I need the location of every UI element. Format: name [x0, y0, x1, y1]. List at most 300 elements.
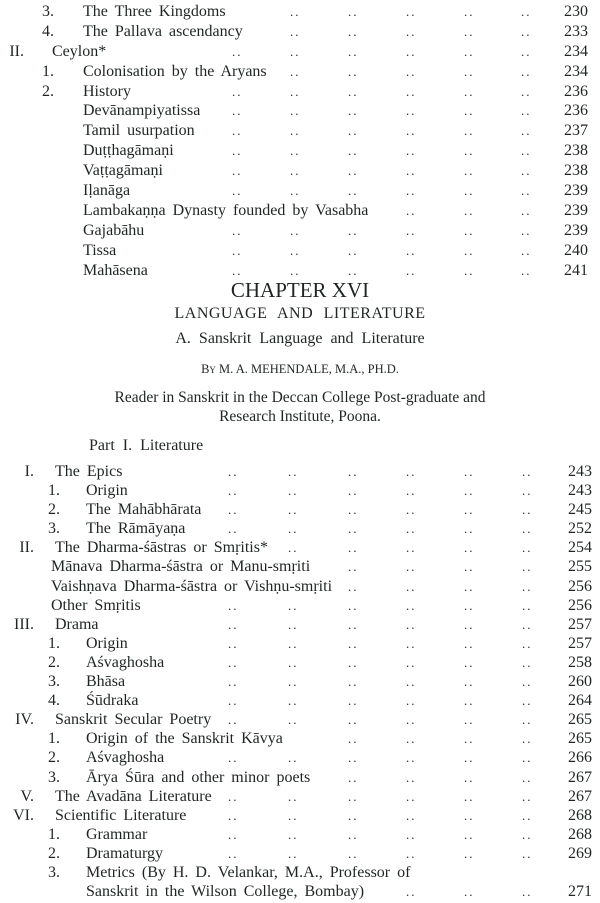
dot-leader: .. [288, 635, 299, 651]
dot-leader: .. [406, 578, 417, 594]
dot-leader: .. [464, 83, 475, 99]
entry-number: 1. [48, 482, 60, 500]
dot-leader: .. [348, 674, 359, 690]
toc-entry[interactable] [0, 729, 600, 748]
entry-title: Colonisation by the Aryans [83, 62, 267, 80]
page-number: 239 [564, 221, 588, 239]
toc-entry[interactable] [0, 121, 600, 141]
dot-leader: .. [348, 262, 359, 278]
chapter-title: CHAPTER XVI [230, 278, 370, 302]
toc-entry[interactable] [0, 462, 600, 481]
entry-title: Aśvaghosha [86, 749, 165, 767]
entry-number: 3. [48, 673, 60, 691]
dot-leader: .. [348, 242, 359, 258]
page-number: 233 [564, 22, 588, 40]
dot-leader: .. [522, 807, 533, 823]
toc-entry[interactable] [0, 748, 600, 767]
page-number: 245 [568, 501, 592, 519]
dot-leader: .. [406, 826, 417, 842]
dot-leader: .. [288, 712, 299, 728]
dot-leader: .. [290, 262, 301, 278]
dot-leader: .. [228, 788, 239, 804]
dot-leader: .. [522, 578, 533, 594]
entry-number: II. [19, 539, 34, 557]
dot-leader: .. [290, 222, 301, 238]
page-number: 265 [568, 730, 592, 748]
dot-leader: .. [406, 83, 417, 99]
toc-entry[interactable] [0, 519, 600, 538]
dot-leader: .. [406, 712, 417, 728]
dot-leader: .. [290, 163, 301, 179]
dot-leader: .. [464, 559, 475, 575]
dot-leader: .. [464, 788, 475, 804]
dot-leader: .. [348, 483, 359, 499]
dot-leader: .. [522, 884, 533, 900]
dot-leader: .. [464, 807, 475, 823]
section-heading: A. Sanskrit Language and Literature [175, 330, 425, 347]
dot-leader: .. [464, 731, 475, 747]
dot-leader: .. [522, 616, 533, 632]
toc-entry[interactable] [0, 101, 600, 121]
dot-leader: .. [288, 674, 299, 690]
dot-leader: .. [348, 693, 359, 709]
dot-leader: .. [232, 183, 243, 199]
entry-number: 4. [48, 692, 60, 710]
entry-title: History [83, 82, 131, 100]
entry-number: 3. [48, 520, 60, 538]
dot-leader: .. [228, 807, 239, 823]
dot-leader: .. [464, 43, 475, 59]
page-number: 230 [564, 3, 588, 20]
dot-leader: .. [522, 540, 533, 556]
dot-leader: .. [522, 654, 533, 670]
entry-title: The Mahābhārata [86, 501, 202, 519]
dot-leader: .. [288, 521, 299, 537]
entry-number: II. [9, 42, 24, 60]
dot-leader: .. [464, 845, 475, 861]
entry-title: Vaishṇava Dharma-śāstra or Vishṇu-smṛiti [51, 577, 333, 595]
dot-leader: .. [406, 559, 417, 575]
toc-entry[interactable] [0, 42, 600, 62]
dot-leader: .. [464, 540, 475, 556]
dot-leader: .. [406, 4, 417, 19]
dot-leader: .. [348, 712, 359, 728]
toc-section-ceylon [0, 2, 600, 280]
dot-leader: .. [521, 242, 532, 258]
toc-entry[interactable] [0, 825, 600, 844]
dot-leader: .. [464, 143, 475, 159]
page-number: 268 [568, 806, 592, 824]
entry-title: Vaṭṭagāmaṇi [83, 162, 163, 180]
entry-number: 1. [48, 730, 60, 748]
dot-leader: .. [348, 183, 359, 199]
dot-leader: .. [348, 464, 359, 479]
entry-number: 1. [48, 825, 60, 843]
dot-leader: .. [290, 123, 301, 139]
entry-title: Dramaturgy [86, 844, 164, 862]
dot-leader: .. [406, 143, 417, 159]
dot-leader: .. [464, 103, 475, 119]
dot-leader: .. [288, 807, 299, 823]
dot-leader: .. [464, 616, 475, 632]
entry-title: Origin [86, 634, 128, 652]
dot-leader: .. [464, 826, 475, 842]
entry-number: III. [14, 615, 34, 633]
dot-leader: .. [464, 63, 475, 79]
dot-leader: .. [348, 222, 359, 238]
dot-leader: .. [464, 654, 475, 670]
page-number: 237 [564, 122, 588, 140]
dot-leader: .. [406, 43, 417, 59]
dot-leader: .. [406, 635, 417, 651]
dot-leader: .. [406, 693, 417, 709]
dot-leader: .. [232, 242, 243, 258]
dot-leader: .. [348, 559, 359, 575]
dot-leader: .. [464, 202, 475, 218]
dot-leader: .. [228, 616, 239, 632]
dot-leader: .. [406, 464, 417, 479]
page-number: 257 [568, 615, 592, 633]
dot-leader: .. [228, 845, 239, 861]
dot-leader: .. [521, 4, 532, 19]
entry-title: Iḷanāga [83, 182, 131, 200]
affiliation-line-1: Reader in Sanskrit in the Deccan College Post-graduate and [114, 389, 486, 406]
dot-leader: .. [288, 502, 299, 518]
page-number: 236 [564, 82, 588, 100]
entry-title: Mahāsena [83, 261, 148, 279]
dot-leader: .. [406, 654, 417, 670]
entry-title: Ceylon* [52, 42, 107, 60]
entry-title: Śūdraka [86, 692, 139, 710]
dot-leader: .. [521, 183, 532, 199]
toc-entry[interactable] [0, 844, 600, 863]
dot-leader: .. [522, 464, 533, 479]
dot-leader: .. [406, 202, 417, 218]
entry-title: Scientific Literature [55, 806, 187, 824]
entry-title: Devānampiyatissa [83, 102, 201, 120]
dot-leader: .. [522, 597, 533, 613]
dot-leader: .. [406, 521, 417, 537]
dot-leader: .. [522, 635, 533, 651]
dot-leader: .. [348, 123, 359, 139]
dot-leader: .. [228, 826, 239, 842]
entry-title: Origin [86, 482, 128, 500]
toc-entry[interactable] [0, 882, 600, 901]
dot-leader: .. [228, 750, 239, 766]
entry-title: Tamil usurpation [83, 122, 195, 140]
entry-number: 4. [42, 22, 54, 40]
dot-leader: .. [521, 262, 532, 278]
page-number: 236 [564, 102, 588, 120]
entry-title: Metrics (By H. D. Velankar, M.A., Professor of [86, 863, 411, 881]
dot-leader: .. [228, 521, 239, 537]
entry-title: Sanskrit Secular Poetry [55, 711, 212, 729]
dot-leader: .. [464, 884, 475, 900]
dot-leader: .. [348, 826, 359, 842]
entry-title: Aśvaghosha [86, 653, 165, 671]
page-number: 252 [568, 520, 592, 538]
entry-title: The Epics [55, 463, 123, 480]
dot-leader: .. [232, 43, 243, 59]
dot-leader: .. [290, 183, 301, 199]
dot-leader: .. [228, 693, 239, 709]
dot-leader: .. [406, 123, 417, 139]
dot-leader: .. [290, 83, 301, 99]
dot-leader: .. [464, 483, 475, 499]
dot-leader: .. [464, 693, 475, 709]
entry-title: Duṭṭhagāmaṇi [83, 142, 174, 160]
dot-leader: .. [406, 750, 417, 766]
dot-leader: .. [348, 769, 359, 785]
toc-entry[interactable] [0, 768, 600, 787]
dot-leader: .. [521, 222, 532, 238]
page-number: 271 [568, 883, 592, 901]
entry-number: 3. [48, 768, 60, 786]
dot-leader: .. [406, 483, 417, 499]
page-number: 268 [568, 825, 592, 843]
dot-leader: .. [228, 635, 239, 651]
dot-leader: .. [464, 222, 475, 238]
dot-leader: .. [464, 183, 475, 199]
dot-leader: .. [406, 845, 417, 861]
dot-leader: .. [406, 63, 417, 79]
dot-leader: .. [464, 123, 475, 139]
dot-leader: .. [522, 559, 533, 575]
dot-leader: .. [406, 540, 417, 556]
dot-leader: .. [348, 23, 359, 39]
dot-leader: .. [406, 23, 417, 39]
toc-entry[interactable] [0, 62, 600, 82]
dot-leader: .. [288, 750, 299, 766]
entry-title: Lambakaṇṇa Dynasty founded by Vasabha [83, 201, 369, 219]
dot-leader: .. [464, 712, 475, 728]
dot-leader: .. [464, 597, 475, 613]
dot-leader: .. [348, 731, 359, 747]
toc-entry[interactable] [0, 481, 600, 500]
page-number: 234 [564, 42, 588, 60]
dot-leader: .. [406, 769, 417, 785]
dot-leader: .. [348, 43, 359, 59]
toc-entry[interactable] [0, 577, 600, 596]
dot-leader: .. [288, 464, 299, 479]
dot-leader: .. [522, 731, 533, 747]
toc-entry[interactable] [0, 596, 600, 615]
page-number: 241 [564, 261, 588, 279]
dot-leader: .. [406, 597, 417, 613]
entry-title: The Rāmāyaṇa [86, 520, 186, 538]
page-number: 234 [564, 62, 588, 80]
toc-entry[interactable] [0, 500, 600, 519]
entry-title: The Pallava ascendancy [83, 22, 243, 40]
dot-leader: .. [464, 769, 475, 785]
dot-leader: .. [521, 103, 532, 119]
dot-leader: .. [348, 654, 359, 670]
dot-leader: .. [522, 826, 533, 842]
toc-entry[interactable] [0, 221, 600, 241]
dot-leader: .. [290, 43, 301, 59]
entry-number: 1. [48, 634, 60, 652]
dot-leader: .. [228, 654, 239, 670]
page-number: 239 [564, 201, 588, 219]
dot-leader: .. [228, 483, 239, 499]
dot-leader: .. [290, 103, 301, 119]
toc-entry[interactable] [0, 82, 600, 102]
toc-entry[interactable] [0, 710, 600, 729]
dot-leader: .. [521, 143, 532, 159]
entry-number: VI. [13, 806, 34, 824]
page-number: 254 [568, 539, 592, 557]
entry-title: Ārya Śūra and other minor poets [86, 768, 311, 786]
dot-leader: .. [521, 83, 532, 99]
dot-leader: .. [406, 502, 417, 518]
dot-leader: .. [288, 826, 299, 842]
toc-entry[interactable] [0, 787, 600, 806]
dot-leader: .. [288, 654, 299, 670]
dot-leader: .. [232, 222, 243, 238]
toc-entry[interactable] [0, 2, 600, 22]
entry-title: Sanskrit in the Wilson College, Bombay) [86, 883, 365, 901]
dot-leader: .. [348, 788, 359, 804]
dot-leader: .. [521, 43, 532, 59]
dot-leader: .. [290, 4, 301, 19]
toc-entry[interactable] [0, 863, 600, 882]
dot-leader: .. [288, 693, 299, 709]
toc-entry[interactable] [0, 201, 600, 221]
dot-leader: .. [232, 262, 243, 278]
dot-leader: .. [406, 731, 417, 747]
dot-leader: .. [348, 807, 359, 823]
toc-entry[interactable] [0, 557, 600, 576]
dot-leader: .. [522, 712, 533, 728]
dot-leader: .. [348, 845, 359, 861]
entry-number: 2. [48, 501, 60, 519]
dot-leader: .. [228, 712, 239, 728]
dot-leader: .. [288, 616, 299, 632]
dot-leader: .. [348, 616, 359, 632]
entry-number: I. [24, 463, 34, 480]
dot-leader: .. [348, 103, 359, 119]
dot-leader: .. [290, 23, 301, 39]
dot-leader: .. [290, 63, 301, 79]
dot-leader: .. [288, 845, 299, 861]
toc-entry[interactable] [0, 615, 600, 634]
dot-leader: .. [464, 4, 475, 19]
toc-entry[interactable] [0, 653, 600, 672]
dot-leader: .. [464, 674, 475, 690]
dot-leader: .. [406, 262, 417, 278]
toc-entry[interactable] [0, 241, 600, 261]
page-number: 238 [564, 162, 588, 180]
dot-leader: .. [348, 578, 359, 594]
dot-leader: .. [464, 750, 475, 766]
dot-leader: .. [406, 616, 417, 632]
dot-leader: .. [464, 163, 475, 179]
entry-title: Drama [55, 615, 99, 633]
dot-leader: .. [348, 750, 359, 766]
dot-leader: .. [406, 103, 417, 119]
dot-leader: .. [464, 262, 475, 278]
dot-leader: .. [522, 502, 533, 518]
dot-leader: .. [464, 242, 475, 258]
dot-leader: .. [288, 597, 299, 613]
page-number: 238 [564, 142, 588, 160]
entry-title: The Avadāna Literature [55, 787, 212, 805]
page-number: 257 [568, 634, 592, 652]
dot-leader: .. [522, 483, 533, 499]
toc-entry[interactable] [0, 181, 600, 201]
dot-leader: .. [228, 502, 239, 518]
dot-leader: .. [464, 502, 475, 518]
dot-leader: .. [522, 693, 533, 709]
dot-leader: .. [464, 464, 475, 479]
dot-leader: .. [406, 163, 417, 179]
entry-title: Bhāsa [86, 673, 126, 691]
toc-entry[interactable] [0, 161, 600, 181]
page-number: 256 [568, 577, 592, 595]
dot-leader: .. [464, 578, 475, 594]
dot-leader: .. [521, 63, 532, 79]
dot-leader: .. [521, 163, 532, 179]
page-number: 265 [568, 711, 592, 729]
page-number: 267 [568, 768, 592, 786]
dot-leader: .. [288, 540, 299, 556]
toc-section-literature [0, 462, 600, 901]
dot-leader: .. [288, 483, 299, 499]
dot-leader: .. [348, 143, 359, 159]
dot-leader: .. [228, 674, 239, 690]
page-number: 240 [564, 241, 588, 259]
chapter-subtitle: LANGUAGE AND LITERATURE [174, 305, 426, 322]
dot-leader: .. [406, 222, 417, 238]
toc-entry[interactable] [0, 538, 600, 557]
entry-number: 3. [48, 863, 60, 881]
dot-leader: .. [348, 83, 359, 99]
page-number: 269 [568, 844, 592, 862]
toc-entry[interactable] [0, 691, 600, 710]
page-number: 243 [568, 463, 592, 480]
dot-leader: .. [348, 63, 359, 79]
dot-leader: .. [348, 521, 359, 537]
dot-leader: .. [232, 123, 243, 139]
toc-entry[interactable] [0, 141, 600, 161]
dot-leader: .. [522, 769, 533, 785]
entry-number: 2. [48, 653, 60, 671]
toc-entry[interactable] [0, 22, 600, 42]
page-number: 264 [568, 692, 592, 710]
dot-leader: .. [464, 635, 475, 651]
toc-entry[interactable] [0, 672, 600, 691]
dot-leader: .. [406, 674, 417, 690]
page-number: 256 [568, 596, 592, 614]
dot-leader: .. [232, 163, 243, 179]
dot-leader: .. [348, 502, 359, 518]
dot-leader: .. [232, 83, 243, 99]
entry-title: Tissa [83, 241, 117, 259]
toc-entry[interactable] [0, 634, 600, 653]
page-number: 266 [568, 749, 592, 767]
dot-leader: .. [348, 597, 359, 613]
entry-title: The Three Kingdoms [83, 3, 226, 20]
dot-leader: .. [406, 807, 417, 823]
dot-leader: .. [290, 143, 301, 159]
page-number: 267 [568, 787, 592, 805]
dot-leader: .. [464, 23, 475, 39]
page-number: 239 [564, 182, 588, 200]
dot-leader: .. [522, 674, 533, 690]
dot-leader: .. [522, 788, 533, 804]
toc-entry[interactable] [0, 806, 600, 825]
dot-leader: .. [406, 183, 417, 199]
